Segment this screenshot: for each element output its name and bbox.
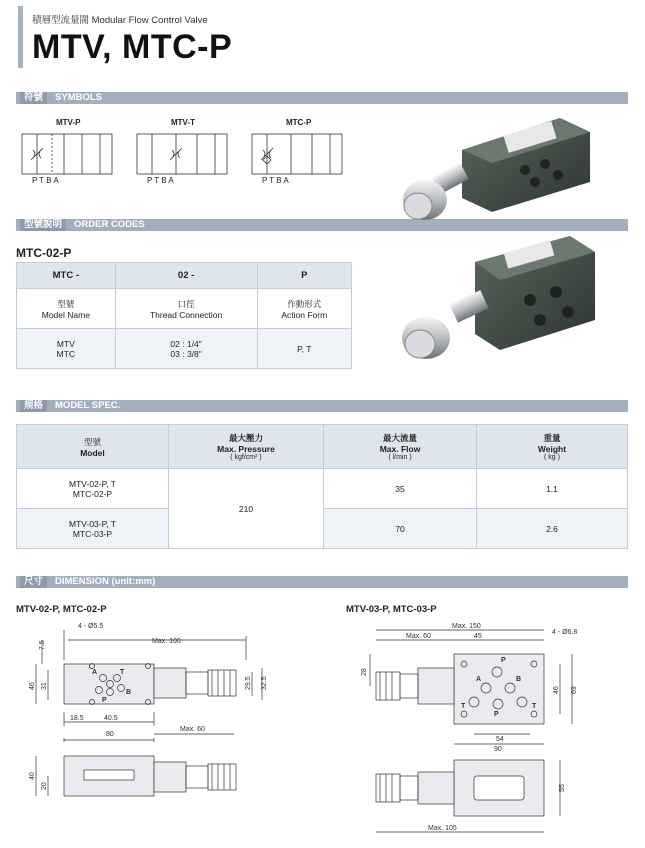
svg-text:40: 40: [29, 772, 36, 780]
order-code-example: MTC-02-P: [16, 246, 72, 260]
page-title: MTV, MTC-P: [32, 28, 233, 66]
dimension-left-title: MTV-02-P, MTC-02-P: [16, 604, 107, 615]
product-photo-mtv: [403, 118, 590, 220]
spec-head-flow: 最大流量 Max. Flow ( l/min ): [324, 425, 477, 469]
symbol-ports-1: P T B A: [32, 176, 59, 185]
symbol-diagram-mtc-p: [252, 134, 342, 174]
order-cell: 作動形式 Action Form: [257, 289, 352, 329]
page-subtitle: 積層型流量閥 Modular Flow Control Valve: [32, 15, 208, 26]
spec-flow-cell: 35: [324, 469, 477, 509]
svg-text:Max. 60: Max. 60: [180, 726, 205, 733]
symbol-label-mtv-p: MTV-P: [56, 118, 81, 127]
svg-text:Max. 60: Max. 60: [406, 633, 431, 640]
svg-text:7.5: 7.5: [39, 640, 46, 650]
svg-text:P: P: [501, 657, 506, 664]
spec-weight-cell: 1.1: [477, 469, 628, 509]
svg-text:A: A: [476, 676, 482, 683]
dim-right-side-view: [376, 760, 560, 832]
svg-text:Max. 150: Max. 150: [452, 623, 481, 630]
spec-pressure-cell: 210: [169, 469, 324, 549]
svg-text:31: 31: [41, 682, 48, 690]
svg-text:4 - Ø6.8: 4 - Ø6.8: [552, 629, 578, 636]
svg-text:B: B: [126, 689, 132, 696]
dim-left-top-view: [36, 630, 262, 742]
order-head-model: MTC -: [17, 263, 116, 289]
symbol-diagram-mtv-p: [22, 134, 112, 174]
symbols-en: SYMBOLS: [55, 92, 102, 103]
svg-text:46: 46: [29, 682, 36, 690]
symbol-diagram-mtv-t: [137, 134, 227, 174]
svg-text:Max. 105: Max. 105: [428, 825, 457, 832]
dim-left-side-view: [36, 756, 236, 796]
svg-text:A: A: [92, 669, 98, 676]
dimension-cn: 尺寸: [20, 576, 47, 588]
symbols-cn: 符號: [20, 92, 47, 104]
order-head-action: P: [257, 263, 352, 289]
svg-text:69: 69: [571, 686, 578, 694]
svg-text:Max. 100: Max. 100: [152, 638, 181, 645]
order-head-size: 02 -: [115, 263, 257, 289]
spec-model-cell: MTV-03-P, T MTC-03-P: [17, 509, 169, 549]
symbol-ports-2: P T B A: [147, 176, 174, 185]
dimension-right-title: MTV-03-P, MTC-03-P: [346, 604, 437, 615]
svg-text:46: 46: [553, 686, 560, 694]
spec-en: MODEL SPEC.: [55, 400, 121, 411]
order-cell: 02 : 1/4" 03 : 3/8": [115, 329, 257, 369]
svg-text:T: T: [120, 669, 125, 676]
dim-right-top-view: [370, 630, 572, 744]
dimension-en: DIMENSION (unit:mm): [55, 576, 156, 587]
order-cell: 口徑 Thread Connection: [115, 289, 257, 329]
order-cell: P, T: [257, 329, 352, 369]
spec-model-cell: MTV-02-P, T MTC-02-P: [17, 469, 169, 509]
svg-text:45: 45: [474, 633, 482, 640]
order-cell: MTV MTC: [17, 329, 116, 369]
dim-left-side-labels: [29, 772, 48, 790]
spec-head-weight: 重量 Weight ( kg ): [477, 425, 628, 469]
svg-text:29.5: 29.5: [245, 676, 252, 690]
svg-text:P: P: [494, 711, 499, 718]
svg-text:4 - Ø5.5: 4 - Ø5.5: [78, 623, 104, 630]
svg-text:54: 54: [496, 736, 504, 743]
order-cn: 型號說明: [20, 219, 66, 231]
symbol-label-mtc-p: MTC-P: [286, 118, 312, 127]
svg-text:P: P: [102, 697, 107, 704]
svg-text:40.5: 40.5: [104, 715, 118, 722]
order-en: ORDER CODES: [74, 219, 145, 230]
svg-text:55: 55: [559, 784, 566, 792]
svg-text:20: 20: [41, 782, 48, 790]
svg-text:28: 28: [361, 668, 368, 676]
svg-text:90: 90: [494, 746, 502, 753]
svg-text:32.5: 32.5: [261, 676, 268, 690]
svg-text:T: T: [461, 703, 466, 710]
spec-weight-cell: 2.6: [477, 509, 628, 549]
symbol-ports-3: P T B A: [262, 176, 289, 185]
svg-text:18.5: 18.5: [70, 715, 84, 722]
spec-flow-cell: 70: [324, 509, 477, 549]
svg-text:80: 80: [106, 731, 114, 738]
svg-text:B: B: [516, 676, 522, 683]
spec-head-pressure: 最大壓力 Max. Pressure ( kgf/cm² ): [169, 425, 324, 469]
order-cell: 型號 Model Name: [17, 289, 116, 329]
product-photo-mtc: [402, 236, 595, 359]
spec-cn: 規格: [20, 400, 47, 412]
spec-head-model: 型號 Model: [17, 425, 169, 469]
symbol-label-mtv-t: MTV-T: [171, 118, 195, 127]
svg-text:T: T: [532, 703, 537, 710]
